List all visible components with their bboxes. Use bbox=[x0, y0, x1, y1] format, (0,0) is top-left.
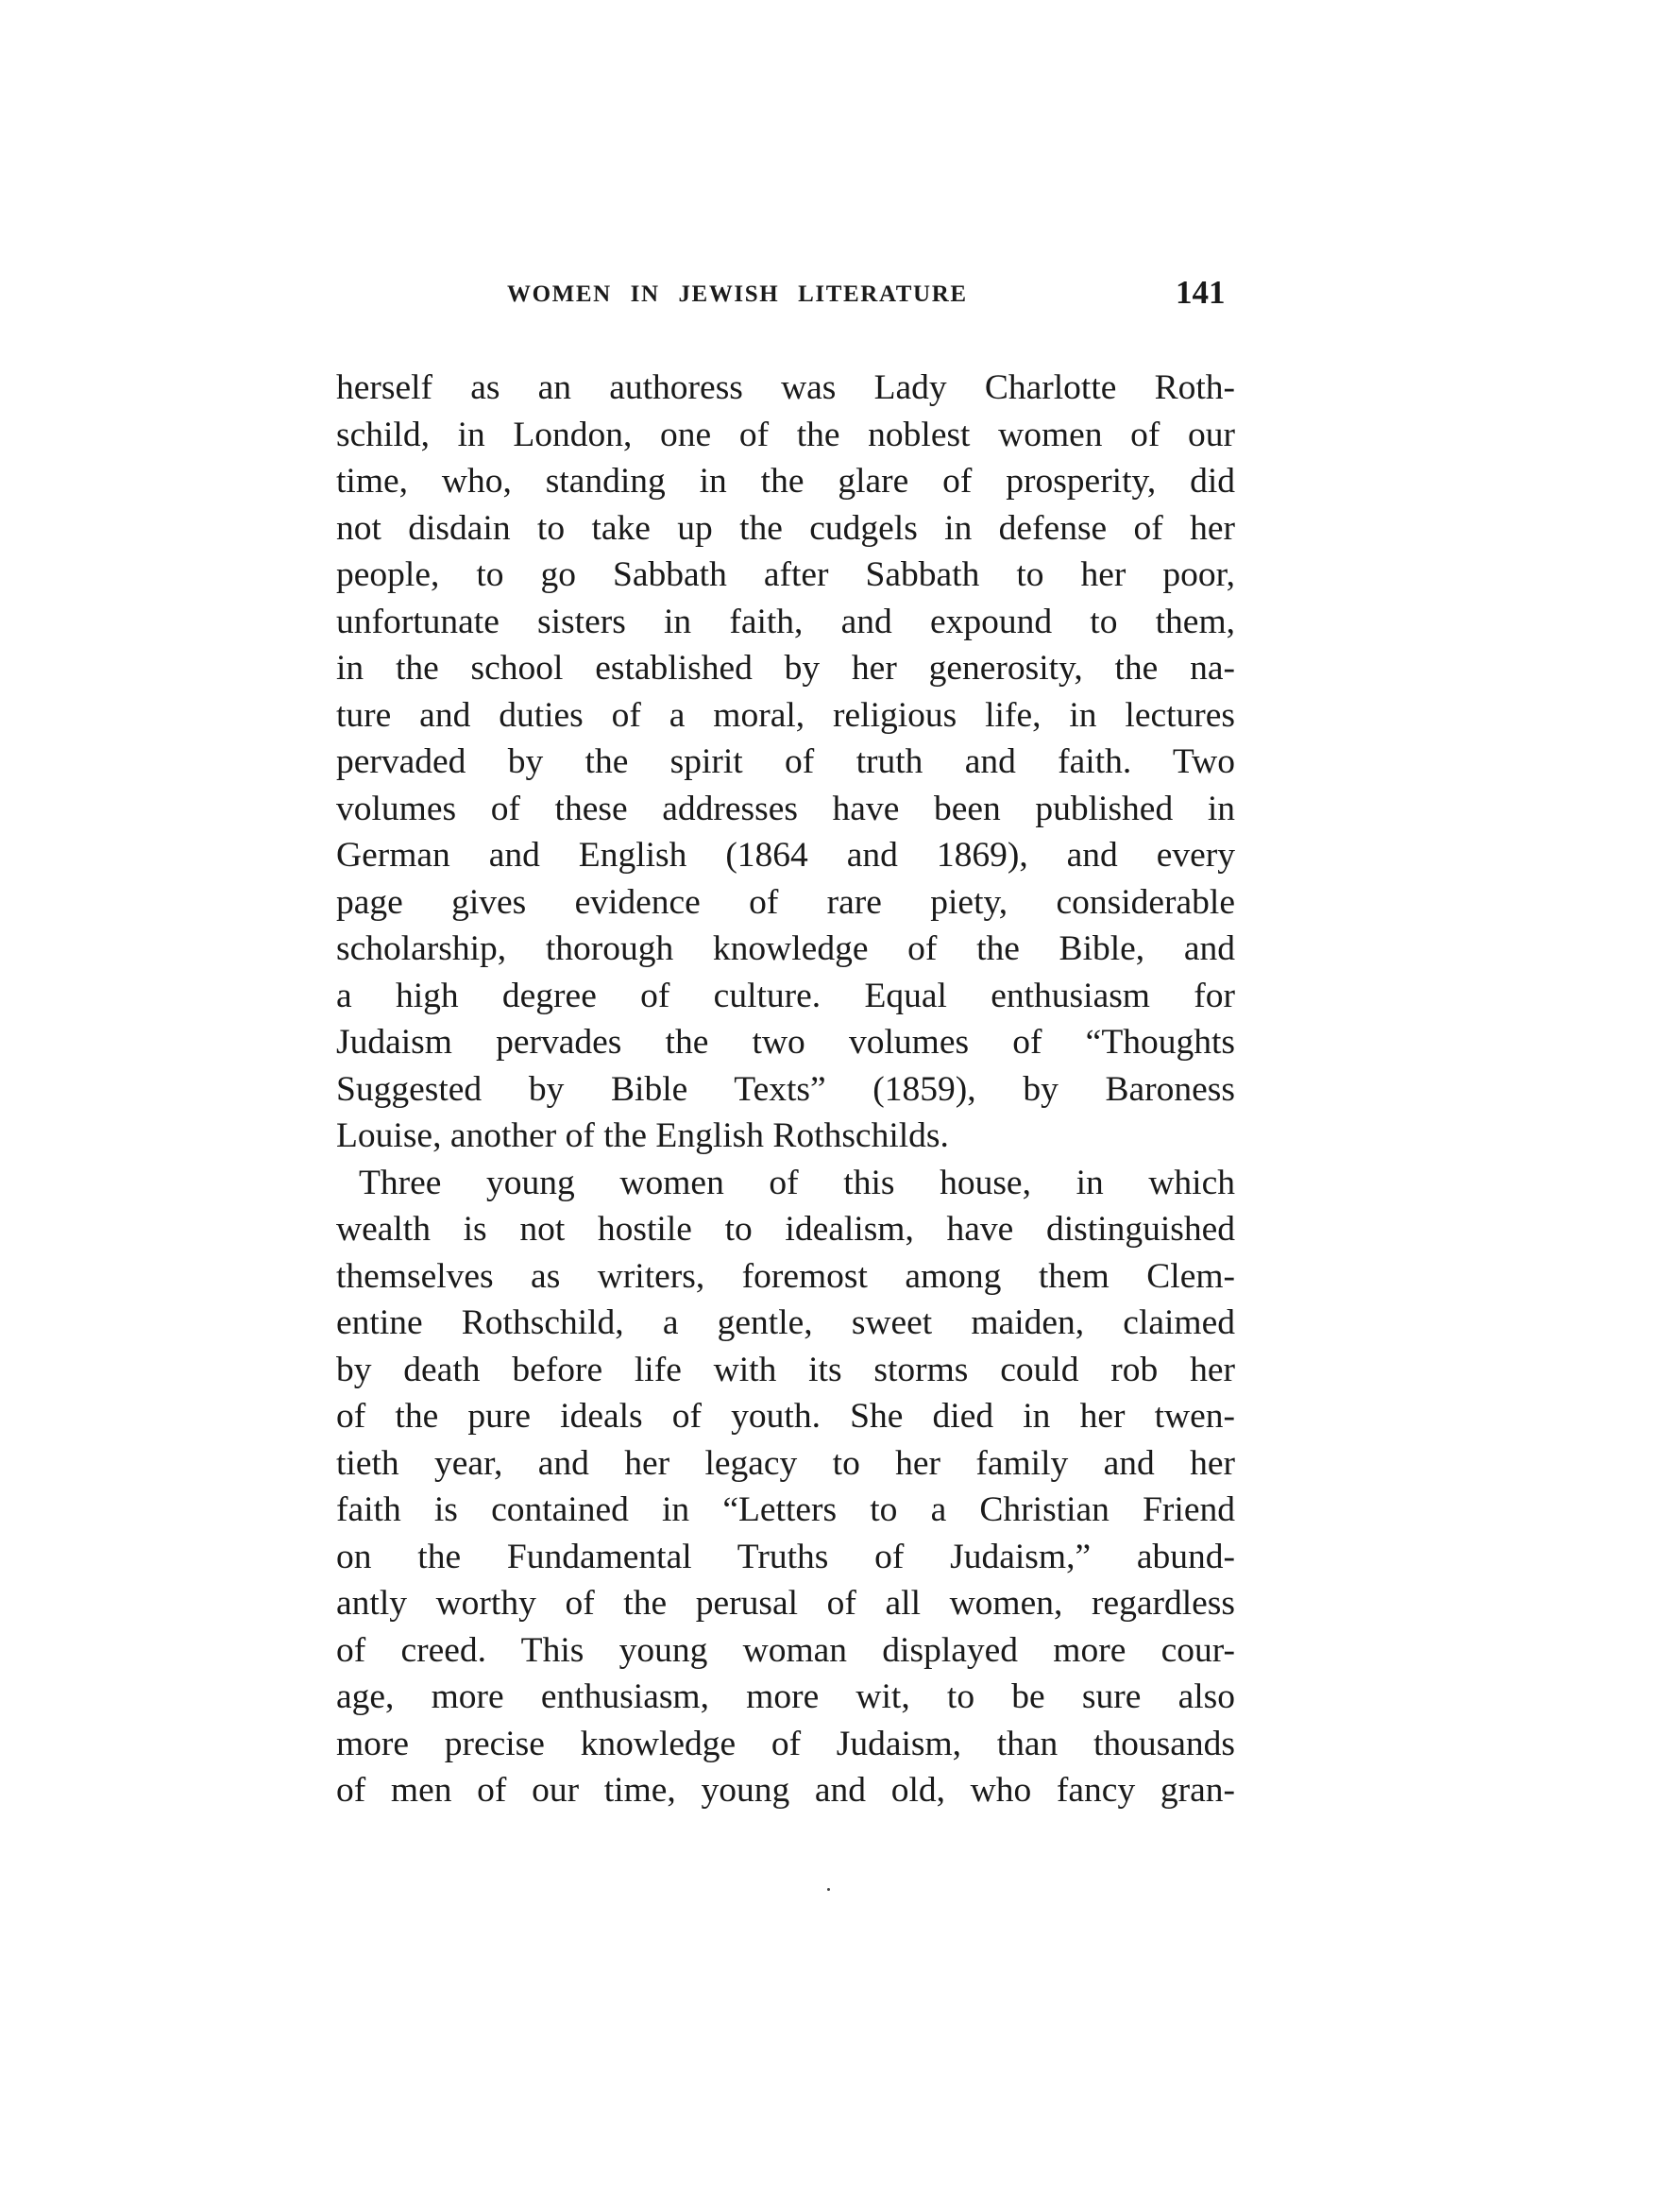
text-line: more precise knowledge of Judaism, than thousands bbox=[336, 1724, 1235, 1763]
text-line: people, to go Sabbath after Sabbath to her poor, bbox=[336, 555, 1235, 594]
text-line: faith is contained in “Letters to a Christian Friend bbox=[336, 1490, 1235, 1529]
text-line: themselves as writers, foremost among them Clem- bbox=[336, 1256, 1235, 1296]
text-line: of men of our time, young and old, who fancy gran- bbox=[336, 1771, 1235, 1810]
text-line: not disdain to take up the cudgels in defense of her bbox=[336, 508, 1235, 548]
text-line: entine Rothschild, a gentle, sweet maiden, claimed bbox=[336, 1303, 1235, 1342]
paragraph bbox=[336, 365, 1235, 1160]
text-line: by death before life with its storms could rob her bbox=[336, 1350, 1235, 1389]
text-line: page gives evidence of rare piety, considerable bbox=[336, 882, 1235, 922]
text-line: schild, in London, one of the noblest women of our bbox=[336, 415, 1235, 454]
text-line: wealth is not hostile to idealism, have distinguished bbox=[336, 1210, 1235, 1249]
text-line: Suggested by Bible Texts” (1859), by Baroness bbox=[336, 1069, 1235, 1109]
text-line: volumes of these addresses have been published in bbox=[336, 789, 1235, 828]
text-line: unfortunate sisters in faith, and expound to them, bbox=[336, 602, 1235, 641]
page-number: 141 bbox=[1176, 274, 1226, 311]
paragraph bbox=[336, 1160, 1235, 1814]
text-line: Three young women of this house, in which bbox=[359, 1163, 1235, 1202]
text-line: of creed. This young woman displayed more cour- bbox=[336, 1630, 1235, 1670]
text-line: Judaism pervades the two volumes of “Thoughts bbox=[336, 1023, 1235, 1062]
text-line: a high degree of culture. Equal enthusiasm for bbox=[336, 976, 1235, 1015]
running-head: WOMEN IN JEWISH LITERATURE bbox=[507, 281, 968, 307]
text-line: age, more enthusiasm, more wit, to be sure also bbox=[336, 1677, 1235, 1716]
text-line: tieth year, and her legacy to her family and her bbox=[336, 1443, 1235, 1483]
scan-speck bbox=[827, 1888, 830, 1891]
text-line: ture and duties of a moral, religious life, in lectures bbox=[336, 695, 1235, 735]
text-line: time, who, standing in the glare of prosperity, did bbox=[336, 462, 1235, 501]
text-line: Louise, another of the English Rothschilds. bbox=[336, 1116, 949, 1155]
text-line: pervaded by the spirit of truth and faith. Two bbox=[336, 742, 1235, 781]
text-line: German and English (1864 and 1869), and every bbox=[336, 836, 1235, 875]
text-line: on the Fundamental Truths of Judaism,” abund- bbox=[336, 1537, 1235, 1576]
text-line: of the pure ideals of youth. She died in her twen- bbox=[336, 1397, 1235, 1436]
text-line: herself as an authoress was Lady Charlotte Roth- bbox=[336, 368, 1235, 407]
text-line: scholarship, thorough knowledge of the Bible, and bbox=[336, 929, 1235, 968]
text-line: in the school established by her generosity, the na- bbox=[336, 649, 1235, 688]
body-text bbox=[336, 365, 1235, 1814]
text-line: antly worthy of the perusal of all women, regardless bbox=[336, 1584, 1235, 1623]
